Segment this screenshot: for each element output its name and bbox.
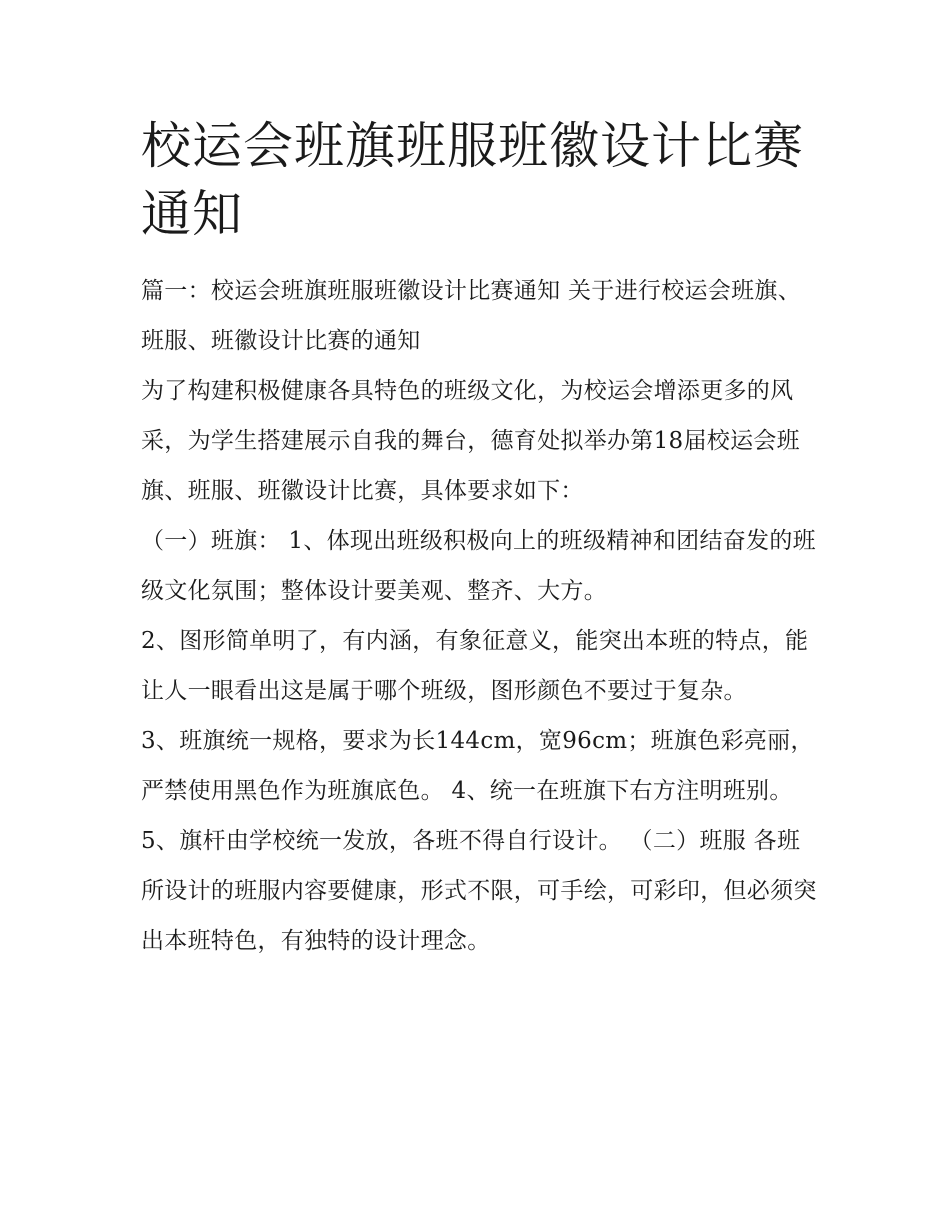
- paragraph-flag-requirement-5-uniform: 5、旗杆由学校统一发放，各班不得自行设计。 （二）班服 各班所设计的班服内容要健康，形式不限，可手绘，可彩印，但必须突出本班特色，有独特的设计理念。: [141, 828, 817, 954]
- document-title: 校运会班旗班服班徽设计比赛通知: [141, 117, 804, 243]
- document-body: [141, 266, 821, 966]
- paragraph-intro: 篇一：校运会班旗班服班徽设计比赛通知 关于进行校运会班旗、班服、班徽设计比赛的通知: [141, 278, 802, 354]
- document-content: [141, 112, 821, 966]
- paragraph-purpose: 为了构建积极健康各具特色的班级文化，为校运会增添更多的风采，为学生搭建展示自我的舞台，德育处拟举办第18届校运会班旗、班服、班徽设计比赛，具体要求如下：: [141, 378, 800, 504]
- paragraph-flag-requirement-3-4: 3、班旗统一规格，要求为长144cm，宽96cm；班旗色彩亮丽，严禁使用黑色作为班旗底色。 4、统一在班旗下右方注明班别。: [141, 728, 814, 804]
- paragraph-flag-requirement-1: （一）班旗： 1、体现出班级积极向上的班级精神和团结奋发的班级文化氛围；整体设计要美观、整齐、大方。: [141, 528, 816, 604]
- paragraph-flag-requirement-2: 2、图形简单明了，有内涵，有象征意义，能突出本班的特点，能让人一眼看出这是属于哪个班级，图形颜色不要过于复杂。: [141, 628, 809, 704]
